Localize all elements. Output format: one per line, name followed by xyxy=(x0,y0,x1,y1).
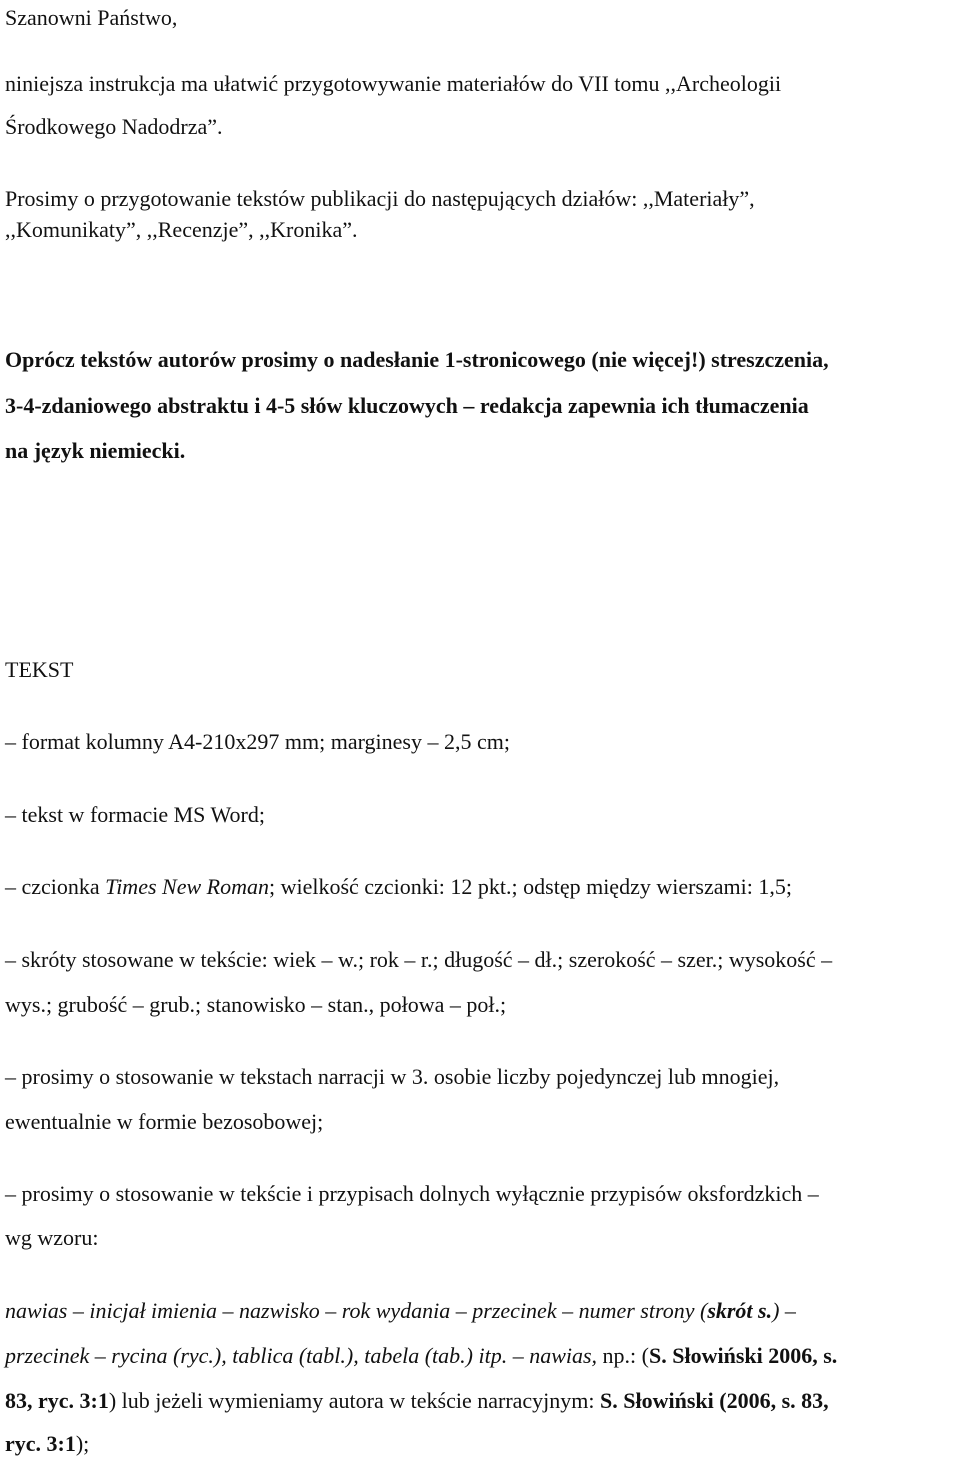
sections-line-1: Prosimy o przygotowanie tekstów publikacji do następujących działów: ,,Materiały”, xyxy=(5,186,755,211)
pattern-line-3 xyxy=(5,1387,829,1415)
item-narration-line-1: – prosimy o stosowanie w tekstach narracji w 3. osobie liczby pojedynczej lub mnogiej, xyxy=(5,1064,780,1089)
item-abbr-line-1: – skróty stosowane w tekście: wiek – w.; rok – r.; długość – dł.; szerokość – szer.; wysokość – xyxy=(5,947,833,972)
abstract-line-1 xyxy=(5,346,829,374)
pattern-l3-bold: 83, ryc. 3:1 xyxy=(5,1388,109,1413)
abstract-line-1-rest: ) streszczenia, xyxy=(698,347,829,372)
pattern-l3-bold2: S. Słowiński (2006, s. 83, xyxy=(600,1388,829,1413)
intro-line-1: niniejsza instrukcja ma ułatwić przygotowywanie materiałów do VII tomu ,,Archeologii xyxy=(5,71,782,96)
abstract-line-2: 3-4-zdaniowego abstraktu i 4-5 słów kluczowych – redakcja zapewnia ich tłumaczenia xyxy=(5,393,809,418)
pattern-l2-italic: przecinek – rycina (ryc.), tablica (tabl.), tabela (tab.) itp. – nawias, xyxy=(5,1343,598,1368)
section-heading: TEKST xyxy=(5,657,74,682)
item-font-post: ; wielkość czcionki: 12 pkt.; odstęp między wierszami: 1,5; xyxy=(268,874,792,899)
item-format: – format kolumny A4-210x297 mm; marginesy – 2,5 cm; xyxy=(5,729,510,754)
intro-line-2: Środkowego Nadodrza”. xyxy=(5,114,223,139)
item-narration-line-2: ewentualnie w formie bezosobowej; xyxy=(5,1109,324,1134)
pattern-l1-italic: nawias – inicjał imienia – nazwisko – rok wydania – przecinek – numer strony ( xyxy=(5,1298,708,1323)
item-abbr-line-2: wys.; grubość – grub.; stanowisko – stan., połowa – poł.; xyxy=(5,992,507,1017)
sections-line-2: ,,Komunikaty”, ,,Recenzje”, ,,Kronika”. xyxy=(5,217,358,242)
abstract-line-3: na język niemiecki. xyxy=(5,438,186,463)
item-citation-line-2: wg wzoru: xyxy=(5,1225,99,1250)
pattern-line-4 xyxy=(5,1430,89,1458)
pattern-l2-np: np.: ( xyxy=(597,1343,649,1368)
pattern-line-2 xyxy=(5,1342,837,1370)
item-citation-line-1: – prosimy o stosowanie w tekście i przypisach dolnych wyłącznie przypisów oksfordzkich – xyxy=(5,1181,819,1206)
pattern-l1-bold-italic: skrót s. xyxy=(707,1298,773,1323)
pattern-l4-end: ); xyxy=(75,1431,90,1456)
item-font-name: Times New Roman xyxy=(105,874,269,899)
pattern-line-1 xyxy=(5,1297,796,1325)
pattern-l4-bold: ryc. 3:1 xyxy=(5,1431,76,1456)
greeting: Szanowni Państwo, xyxy=(5,5,178,30)
abstract-line-1-bold: Oprócz tekstów autorów prosimy o nadesłanie 1-stronicowego (nie więcej! xyxy=(5,347,699,372)
item-font xyxy=(5,873,792,901)
item-word: – tekst w formacie MS Word; xyxy=(5,802,265,827)
pattern-l2-bold: S. Słowiński 2006, s. xyxy=(649,1343,838,1368)
pattern-l1-end: ) – xyxy=(772,1298,796,1323)
item-font-pre: – czcionka xyxy=(5,874,106,899)
pattern-l3-mid: ) lub jeżeli wymieniamy autora w tekście narracyjnym: xyxy=(108,1388,601,1413)
